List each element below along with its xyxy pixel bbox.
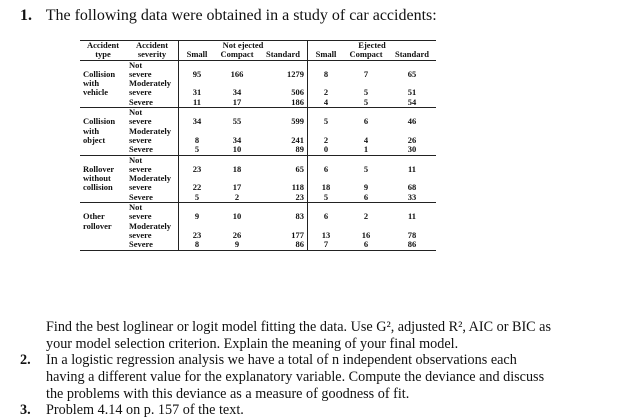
count-value: 599 (291, 116, 304, 127)
header-accident-type: Accident type (80, 41, 126, 61)
header-small-ejected: Small (308, 50, 345, 60)
count-value: 5 (323, 116, 329, 127)
count-value: 8 (323, 68, 329, 79)
count-cell (388, 155, 436, 202)
count-value: 68 (407, 182, 417, 193)
count-value: 166 (230, 68, 244, 79)
count-value: 7 (323, 239, 329, 250)
count-value: 31 (192, 87, 202, 98)
count-cell (388, 203, 436, 250)
severity-line: severe (129, 163, 152, 174)
count-value: 34 (232, 87, 242, 98)
count-value: 4 (323, 96, 329, 107)
header-standard: Standard (259, 50, 308, 60)
count-value: 18 (321, 182, 331, 193)
header-small: Small (179, 50, 216, 60)
count-value: 506 (291, 87, 304, 98)
count-value: 30 (407, 144, 417, 155)
count-value: 6 (363, 239, 369, 250)
count-value: 5 (323, 191, 329, 202)
accident-severity-cell (126, 108, 179, 155)
count-value: 2 (234, 191, 240, 202)
count-value: 11 (192, 96, 202, 107)
header-compact: Compact (215, 50, 259, 60)
accident-type-line: object (83, 134, 106, 145)
count-cell (179, 60, 216, 107)
count-value: 46 (407, 116, 417, 127)
count-value: 33 (407, 191, 417, 202)
count-value: 34 (192, 116, 202, 127)
count-cell (344, 60, 388, 107)
severity-line: Not (129, 154, 143, 165)
count-value: 6 (323, 163, 329, 174)
severity-line: severe (129, 182, 152, 193)
count-value: 1279 (287, 68, 304, 79)
count-cell (344, 108, 388, 155)
count-value: 118 (291, 182, 304, 193)
header-ejected: Ejected (308, 41, 437, 51)
count-cell (215, 155, 259, 202)
severity-line: Severe (129, 96, 153, 107)
table-group-row (80, 155, 436, 202)
count-cell (259, 203, 308, 250)
count-value: 6 (363, 191, 369, 202)
count-value: 55 (232, 116, 242, 127)
severity-line: severe (129, 211, 152, 222)
severity-line: Not (129, 107, 143, 118)
question-2-number: 2. (20, 352, 31, 368)
question-2-line-1: In a logistic regression analysis we have a total of n independent observations each (46, 352, 517, 368)
count-value: 1 (363, 144, 369, 155)
count-value: 9 (363, 182, 369, 193)
count-cell (215, 60, 259, 107)
count-value: 8 (194, 239, 200, 250)
severity-line: Severe (129, 144, 153, 155)
accident-data-table (80, 40, 436, 251)
severity-line: severe (129, 87, 152, 98)
count-cell (388, 60, 436, 107)
count-value: 5 (363, 87, 369, 98)
count-value: 9 (194, 211, 200, 222)
count-value: 26 (407, 134, 417, 145)
accident-type-line: with (83, 78, 100, 89)
question-3 (20, 402, 610, 419)
count-cell (215, 108, 259, 155)
severity-line: Moderately (129, 78, 172, 89)
count-value: 78 (407, 229, 417, 240)
accident-type-line: rollover (83, 220, 112, 231)
count-cell (215, 203, 259, 250)
severity-line: Moderately (129, 220, 172, 231)
count-cell (308, 155, 345, 202)
question-1 (20, 6, 437, 26)
count-value: 177 (291, 229, 304, 240)
accident-type-line: collision (83, 182, 113, 193)
count-value: 86 (407, 239, 417, 250)
count-value: 6 (323, 211, 329, 222)
count-value: 23 (295, 191, 304, 202)
count-value: 4 (363, 134, 369, 145)
count-cell (344, 155, 388, 202)
header-not-ejected: Not ejected (179, 41, 308, 51)
count-value: 9 (234, 239, 240, 250)
header-compact-ejected: Compact (344, 50, 388, 60)
table-body (80, 60, 436, 250)
count-cell (259, 60, 308, 107)
accident-severity-cell (126, 60, 179, 107)
count-value: 17 (232, 182, 242, 193)
question-1-followup (46, 319, 606, 353)
count-value: 95 (192, 68, 202, 79)
count-cell (179, 203, 216, 250)
table-group-row (80, 108, 436, 155)
accident-type-line: vehicle (83, 87, 109, 98)
severity-line: severe (129, 229, 152, 240)
question-3-number: 3. (20, 402, 31, 418)
question-1-text: The following data were obtained in a study of car accidents: (45, 7, 437, 24)
count-value: 5 (194, 191, 200, 202)
accident-type-cell (80, 155, 126, 202)
count-value: 10 (232, 211, 242, 222)
count-cell (259, 108, 308, 155)
count-value: 83 (295, 211, 304, 222)
question-1-number: 1. (20, 7, 32, 24)
followup-line-1: Find the best loglinear or logit model fitting the data. Use G², adjusted R², AIC or BIC as (46, 319, 551, 335)
accident-type-line: with (83, 125, 100, 136)
severity-line: Severe (129, 239, 153, 250)
count-value: 241 (291, 134, 304, 145)
accident-type-cell (80, 60, 126, 107)
severity-line: Severe (129, 191, 153, 202)
count-value: 54 (407, 96, 417, 107)
count-value: 26 (232, 229, 242, 240)
accident-type-cell (80, 203, 126, 250)
count-cell (179, 108, 216, 155)
severity-line: Not (129, 202, 143, 213)
count-value: 0 (323, 144, 329, 155)
count-value: 86 (295, 239, 304, 250)
count-value: 5 (194, 144, 200, 155)
severity-line: severe (129, 134, 152, 145)
count-cell (308, 108, 345, 155)
accident-type-line: without (83, 173, 111, 184)
accident-severity-cell (126, 203, 179, 250)
count-value: 23 (192, 163, 202, 174)
count-value: 2 (363, 211, 369, 222)
accident-type-line: Collision (83, 116, 116, 127)
count-value: 10 (232, 144, 242, 155)
count-value: 22 (192, 182, 202, 193)
count-value: 2 (323, 87, 329, 98)
count-cell (179, 155, 216, 202)
count-value: 16 (361, 229, 371, 240)
severity-line: severe (129, 116, 152, 127)
followup-line-2: your model selection criterion. Explain the meaning of your final model. (46, 336, 459, 352)
count-value: 89 (295, 144, 304, 155)
table-group-row (80, 203, 436, 250)
accident-type-cell (80, 108, 126, 155)
count-value: 23 (192, 229, 202, 240)
severity-line: Not (129, 59, 143, 70)
header-standard-ejected: Standard (388, 50, 436, 60)
question-2 (20, 352, 610, 403)
count-value: 17 (232, 96, 242, 107)
question-2-line-2: having a different value for the explanatory variable. Compute the deviance and discuss (46, 369, 545, 385)
accident-type-line: Rollover (83, 163, 115, 174)
question-2-line-3: the problems with this deviance as a measure of goodness of fit. (46, 386, 410, 402)
count-cell (259, 155, 308, 202)
accident-severity-cell (126, 155, 179, 202)
count-value: 5 (363, 163, 369, 174)
count-value: 65 (295, 163, 304, 174)
count-value: 2 (323, 134, 329, 145)
severity-line: Moderately (129, 125, 172, 136)
count-cell (344, 203, 388, 250)
count-value: 11 (407, 211, 417, 222)
count-value: 18 (232, 163, 242, 174)
accident-type-line: Collision (83, 68, 116, 79)
question-3-text: Problem 4.14 on p. 157 of the text. (46, 402, 244, 418)
count-value: 186 (291, 96, 304, 107)
count-value: 6 (363, 116, 369, 127)
count-value: 7 (363, 68, 369, 79)
count-value: 51 (407, 87, 417, 98)
count-value: 65 (407, 68, 417, 79)
severity-line: severe (129, 68, 152, 79)
table-group-row (80, 60, 436, 107)
count-value: 5 (363, 96, 369, 107)
accident-type-line: Other (83, 211, 105, 222)
count-value: 34 (232, 134, 242, 145)
count-value: 11 (407, 163, 417, 174)
severity-line: Moderately (129, 173, 172, 184)
count-cell (308, 203, 345, 250)
count-cell (308, 60, 345, 107)
header-accident-severity: Accident severity (126, 41, 179, 61)
count-value: 13 (321, 229, 331, 240)
count-cell (388, 108, 436, 155)
count-value: 8 (194, 134, 200, 145)
